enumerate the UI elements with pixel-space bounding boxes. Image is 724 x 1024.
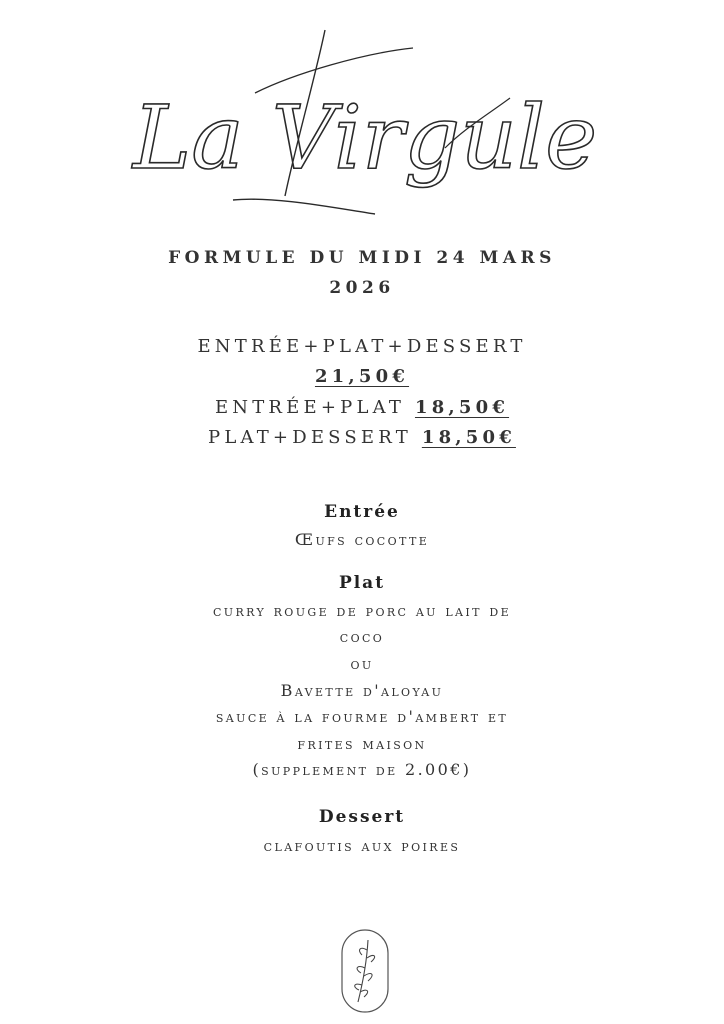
menu-heading-line2: 2026 — [329, 278, 395, 298]
section-title-plat: Plat — [338, 573, 386, 593]
section-title-dessert: Dessert — [318, 807, 406, 827]
offer-label: PLAT+DESSERT — [208, 427, 422, 448]
menu-item: frites maison — [297, 734, 427, 753]
menu-heading-line1: FORMULE DU MIDI 24 MARS — [168, 248, 556, 268]
offer-line-3 — [0, 393, 724, 423]
offer-line-1 — [0, 332, 724, 362]
logo-signature — [132, 18, 598, 233]
offer-price: 21,50€ — [314, 366, 410, 387]
menu-item: clafoutis aux poires — [263, 836, 461, 855]
section-title-entree: Entrée — [324, 502, 400, 522]
leaf-sprig-icon — [340, 928, 390, 1014]
offer-price: 18,50€ — [414, 397, 510, 418]
offer-line-2 — [0, 362, 724, 392]
logo-text: La Virgule — [132, 86, 598, 189]
menu-item: sauce à la fourme d'ambert et — [215, 707, 509, 726]
menu-item: coco — [339, 627, 385, 646]
offer-price: 18,50€ — [421, 427, 516, 448]
menu-item: curry rouge de porc au lait de — [212, 601, 512, 620]
offer-label: ENTRÉE+PLAT — [214, 397, 415, 418]
menu-item: Bavette d'aloyau — [280, 681, 444, 700]
menu-item-separator: ou — [350, 654, 374, 673]
offer-label: ENTRÉE+PLAT+DESSERT — [197, 336, 527, 357]
menu-item-note: (supplement de 2.00€) — [252, 760, 472, 779]
restaurant-logo — [132, 18, 598, 233]
offer-line-4 — [0, 423, 724, 453]
menu-item: Œufs cocotte — [294, 530, 430, 549]
